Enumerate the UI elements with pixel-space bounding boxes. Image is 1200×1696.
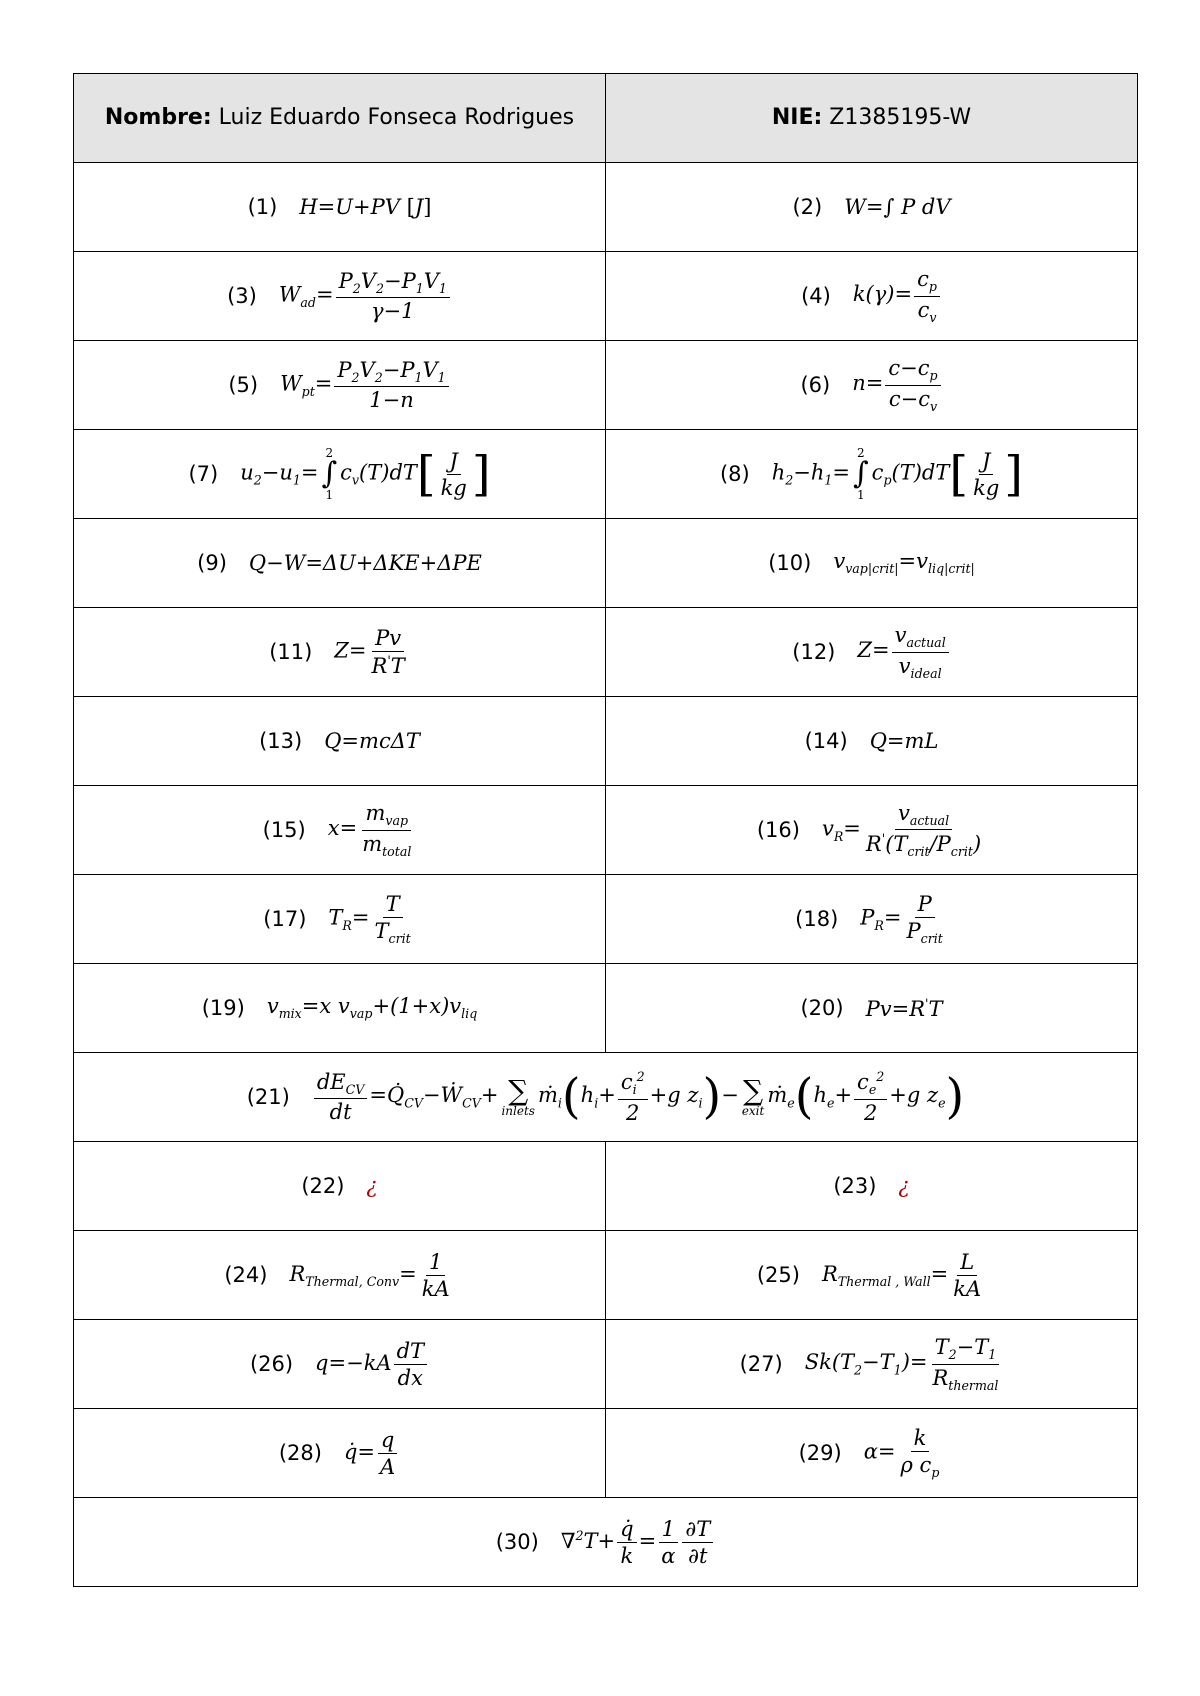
formula-first-law: Q−W=ΔU+ΔKE+ΔPE — [248, 551, 482, 575]
formula-adiabatic-work: $W_{ad}=$ $\frac{P_2V_2-P_1V_1}{\gamma-1}$ — [279, 269, 452, 323]
formula-energy-balance-control-volume: $dE_{CV}$ dt $=Q̇_{CV}-Ẇ_{CV}+$ ∑ inlets $ṁ_i(h_i+$ $\frac{c_i^2}{2}$ +g $z_i)-$ ∑ exit $ṁ_e(h_e+$ $\frac{c_e^2}{2}$ +g $z_e$) — [312, 1069, 964, 1124]
header-row — [74, 74, 1138, 163]
formula-cell-25 — [606, 1231, 1138, 1320]
formula-sensible-heat: Q=mcΔT — [324, 729, 420, 753]
formula-row — [74, 1053, 1138, 1142]
formula-missing-glyph: ¿ — [898, 1174, 910, 1198]
formula-internal-energy-change: $u_2-u_1=$ 2 ∫ 1 $c_v(T)dT$[ $\frac{J}{kg}$ ] — [240, 446, 491, 502]
formula-row — [74, 786, 1138, 875]
nie-cell — [606, 74, 1138, 163]
formula-missing-glyph: ¿ — [366, 1174, 378, 1198]
formula-cell-23 — [606, 1142, 1138, 1231]
equation-number: (1) — [247, 195, 278, 219]
formula-reduced-pressure: $P_R=$ P $P_{crit}$ — [860, 891, 943, 947]
formula-row — [74, 341, 1138, 430]
formula-cell-15 — [74, 786, 606, 875]
formula-pseudo-reduced-volume: $v_R=$ $v_{actual}$ $R'(T_{crit}/P_{crit})$ — [821, 800, 982, 860]
equation-number: (21) — [246, 1085, 290, 1109]
nie-value: Z1385195-W — [829, 105, 972, 130]
formula-work-integral: W=∫ P dV — [844, 195, 951, 219]
formula-cell-17 — [74, 875, 606, 964]
equation-number: (23) — [833, 1174, 877, 1198]
formula-enthalpy: H=U+PV [J] — [299, 195, 432, 219]
formula-shape-factor: $Sk(T_2-T_1)=$ $T_2-T_1$ $R_{thermal}$ — [804, 1335, 999, 1393]
formula-cell-19 — [74, 964, 606, 1053]
equation-number: (25) — [756, 1263, 800, 1287]
formula-cell-14 — [606, 697, 1138, 786]
formula-sheet — [73, 73, 1138, 1587]
equation-number: (30) — [495, 1530, 539, 1554]
equation-number: (10) — [768, 551, 812, 575]
equation-number: (19) — [201, 996, 245, 1020]
formula-heat-capacity-ratio: k(γ)= $\frac{c_p}{c_v}$ — [853, 267, 942, 324]
formula-compressibility-volume: Z= $v_{actual}$ $v_{ideal}$ — [857, 623, 950, 680]
equation-number: (5) — [228, 373, 259, 397]
formula-cell-10 — [606, 519, 1138, 608]
equation-number: (22) — [301, 1174, 345, 1198]
formula-row — [74, 163, 1138, 252]
equation-number: (16) — [756, 818, 800, 842]
equation-number: (24) — [224, 1263, 268, 1287]
equation-number: (27) — [739, 1352, 783, 1376]
formula-cell-1 — [74, 163, 606, 252]
formula-compressibility: Z= $\frac{Pv}{R'T}$ — [334, 626, 405, 678]
equation-number: (6) — [800, 373, 831, 397]
formula-cell-20 — [606, 964, 1138, 1053]
equation-number: (26) — [249, 1352, 294, 1376]
formula-cell-13 — [74, 697, 606, 786]
equation-number: (8) — [719, 462, 750, 486]
equation-number: (17) — [263, 907, 307, 931]
equation-number: (3) — [227, 284, 257, 308]
formula-reduced-temperature: $T_R=$ T $T_{crit}$ — [328, 891, 411, 947]
formula-cell-30 — [74, 1498, 1138, 1587]
formula-polytropic-work: $W_{pt}=$ $\frac{P_2V_2-P_1V_1}{1-n}$ — [280, 358, 451, 412]
equation-number: (2) — [792, 195, 823, 219]
formula-row — [74, 1320, 1138, 1409]
formula-mixture-volume: $v_{mix}=x$ $v_{vap}+(1+x)v_{liq}$ — [266, 994, 478, 1022]
formula-thermal-diffusivity: α= $\frac{k}{\rho c_p}$ — [863, 1425, 940, 1481]
formula-cell-11 — [74, 608, 606, 697]
formula-row — [74, 697, 1138, 786]
formula-latent-heat: Q=mL — [869, 729, 939, 753]
formula-convection-resistance: $R_{Thermal, Conv}=$ $\frac{1}{kA}$ — [289, 1249, 450, 1301]
formula-cell-16 — [606, 786, 1138, 875]
formula-cell-24 — [74, 1231, 606, 1320]
equation-number: (9) — [197, 551, 227, 575]
formula-row — [74, 608, 1138, 697]
formula-row — [74, 1231, 1138, 1320]
formula-cell-12 — [606, 608, 1138, 697]
formula-cell-18 — [606, 875, 1138, 964]
formula-cell-27 — [606, 1320, 1138, 1409]
formula-row — [74, 1498, 1138, 1587]
name-value: Luiz Eduardo Fonseca Rodrigues — [218, 105, 575, 130]
equation-number: (7) — [188, 462, 219, 486]
formula-ideal-gas: Pv=R'T — [865, 995, 943, 1021]
formula-cell-6 — [606, 341, 1138, 430]
formula-quality: x= $m_{vap}$ $m_{total}$ — [327, 801, 412, 859]
equation-number: (14) — [804, 729, 848, 753]
equation-number: (20) — [800, 996, 844, 1020]
formula-heat-equation: ∇$^2$T+ $\frac{q̇}{k}$ = $\frac{1}{\alpha}$ $\frac{\partial T}{\partial t}$ — [561, 1517, 715, 1568]
nie-label: NIE: — [771, 105, 823, 130]
formula-cell-29 — [606, 1409, 1138, 1498]
equation-number: (18) — [795, 907, 839, 931]
name-cell — [74, 74, 606, 163]
equation-number: (11) — [269, 640, 313, 664]
formula-cell-5 — [74, 341, 606, 430]
formula-row — [74, 252, 1138, 341]
formula-fourier-law: q=−kA $\frac{dT}{dx}$ — [315, 1339, 429, 1390]
formula-cell-4 — [606, 252, 1138, 341]
equation-number: (28) — [278, 1441, 322, 1465]
formula-enthalpy-change: $h_2-h_1=$ 2 ∫ 1 $c_p(T)dT$[ $\frac{J}{kg}$ ] — [771, 446, 1024, 502]
formula-critical-volume: $v_{vap|crit|}=v_{liq|crit|}$ — [833, 549, 975, 577]
equation-number: (4) — [801, 284, 831, 308]
formula-row — [74, 519, 1138, 608]
formula-row — [74, 1409, 1138, 1498]
equation-number: (13) — [259, 729, 303, 753]
equation-number: (29) — [798, 1441, 842, 1465]
name-label: Nombre: — [104, 105, 212, 130]
formula-row — [74, 430, 1138, 519]
formula-wall-resistance: $R_{Thermal , Wall}=$ $\frac{L}{kA}$ — [821, 1249, 982, 1301]
formula-polytropic-index: n= $\frac{c-c_p}{c-c_v}$ — [852, 356, 942, 413]
formula-cell-3 — [74, 252, 606, 341]
formula-cell-26 — [74, 1320, 606, 1409]
equation-number: (15) — [262, 818, 306, 842]
formula-cell-9 — [74, 519, 606, 608]
formula-cell-2 — [606, 163, 1138, 252]
formula-row — [74, 1142, 1138, 1231]
formula-cell-8 — [606, 430, 1138, 519]
formula-cell-22 — [74, 1142, 606, 1231]
formula-row — [74, 964, 1138, 1053]
formula-row — [74, 875, 1138, 964]
formula-heat-flux: q̇= $\frac{q}{A}$ — [344, 1428, 400, 1479]
formula-cell-7 — [74, 430, 606, 519]
equation-number: (12) — [792, 640, 836, 664]
formula-cell-28 — [74, 1409, 606, 1498]
formula-cell-21 — [74, 1053, 1138, 1142]
